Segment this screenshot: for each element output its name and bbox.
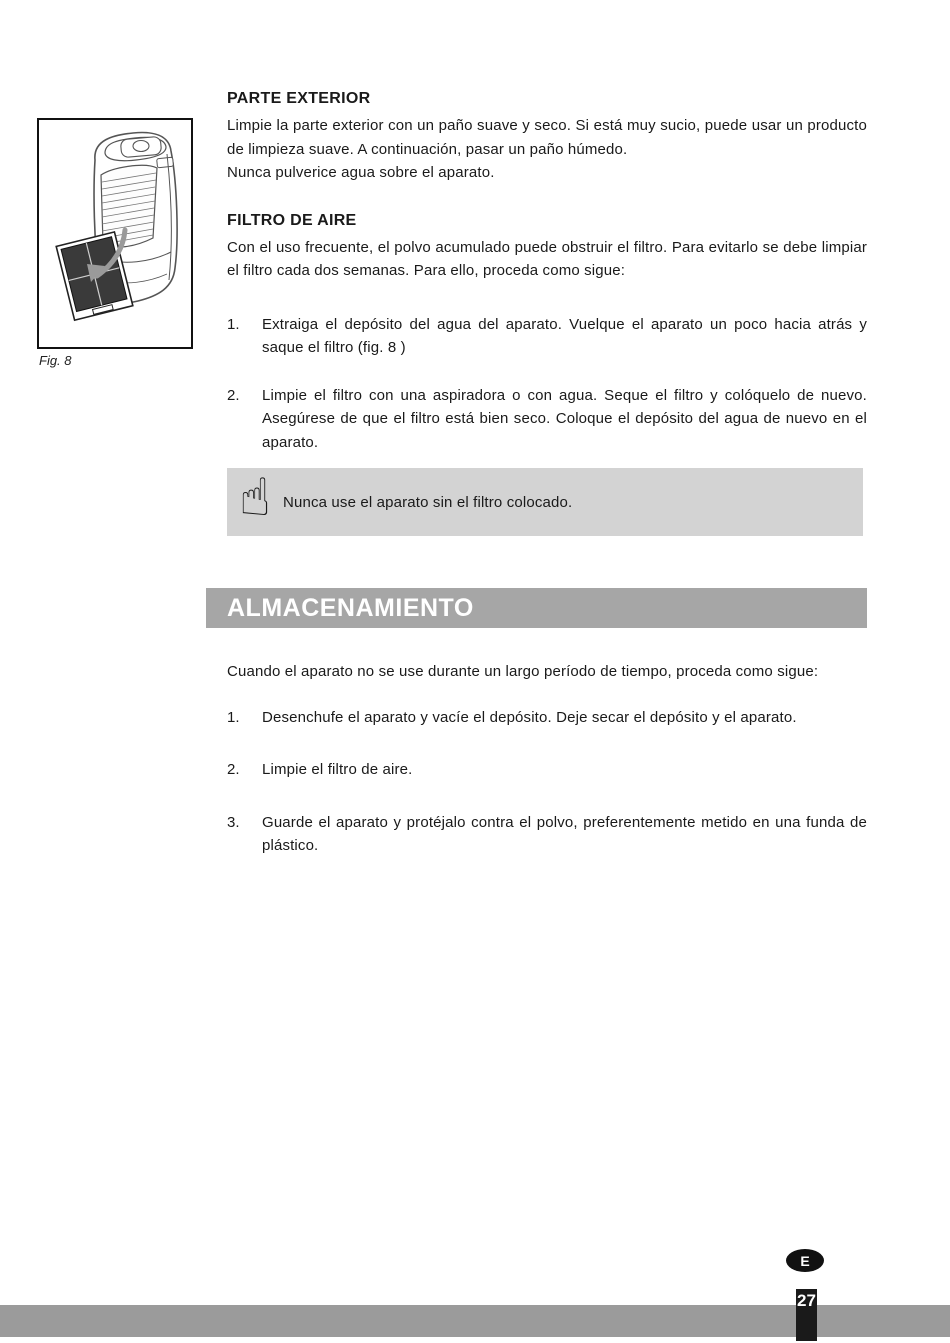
parte-exterior-warning: Nunca pulverice agua sobre el aparato. (227, 164, 495, 181)
parte-exterior-paragraph: Limpie la parte exterior con un paño suave y seco. Si está muy sucio, puede usar un producto de limpieza suave. A continuación, pasar un paño húmedo. (227, 117, 867, 158)
list-item (227, 758, 867, 782)
note-box (227, 468, 863, 536)
list-item (227, 811, 867, 858)
filtro-intro: Con el uso frecuente, el polvo acumulado puede obstruir el filtro. Para evitarlo se debe limpiar el filtro cada dos semanas. Para ello, proceda como sigue: (227, 238, 867, 279)
list-item-number: 2. (227, 386, 240, 404)
page-number: 27 (796, 1289, 817, 1341)
list-item-number: 2. (227, 761, 240, 778)
content-column (227, 90, 867, 478)
language-badge: E (786, 1249, 824, 1272)
list-item-text: Limpie el filtro con una aspiradora o con agua. Seque el filtro y colóquelo de nuevo. Asegúrese de que el filtro está bien seco. Coloque el depósito del agua de nuevo en el aparato. (262, 386, 867, 451)
storage-intro: Cuando el aparato no se use durante un largo período de tiempo, proceda como sigue: (227, 663, 819, 680)
list-item-text: Limpie el filtro de aire. (262, 761, 413, 778)
list-item (227, 384, 867, 455)
storage-section (227, 660, 867, 887)
filtro-steps-list (227, 313, 867, 455)
list-item-number: 3. (227, 813, 240, 831)
list-item (227, 706, 867, 730)
heading-parte-exterior: PARTE EXTERIOR (227, 90, 371, 107)
list-item-number: 1. (227, 708, 240, 726)
section-header-almacenamiento (206, 588, 867, 628)
dehumidifier-illustration (39, 120, 191, 347)
heading-filtro-de-aire: FILTRO DE AIRE (227, 211, 357, 229)
figure-caption: Fig. 8 (39, 353, 72, 368)
list-item-text: Extraiga el depósito del agua del aparato. Vuelque el aparato un poco hacia atrás y saque el filtro (fig. 8 ) (262, 315, 867, 356)
note-text: Nunca use el aparato sin el filtro colocado. (283, 493, 573, 511)
section-title: ALMACENAMIENTO (227, 593, 474, 622)
figure-8-box (37, 118, 193, 349)
list-item-text: Desenchufe el aparato y vacíe el depósito. Deje secar el depósito y el aparato. (262, 708, 797, 726)
list-item (227, 313, 867, 360)
pointing-hand-icon: ☝ (239, 468, 271, 528)
storage-steps-list (227, 706, 867, 858)
list-item-number: 1. (227, 315, 240, 333)
list-item-text: Guarde el aparato y protéjalo contra el polvo, preferentemente metido en una funda de plástico. (262, 813, 867, 854)
